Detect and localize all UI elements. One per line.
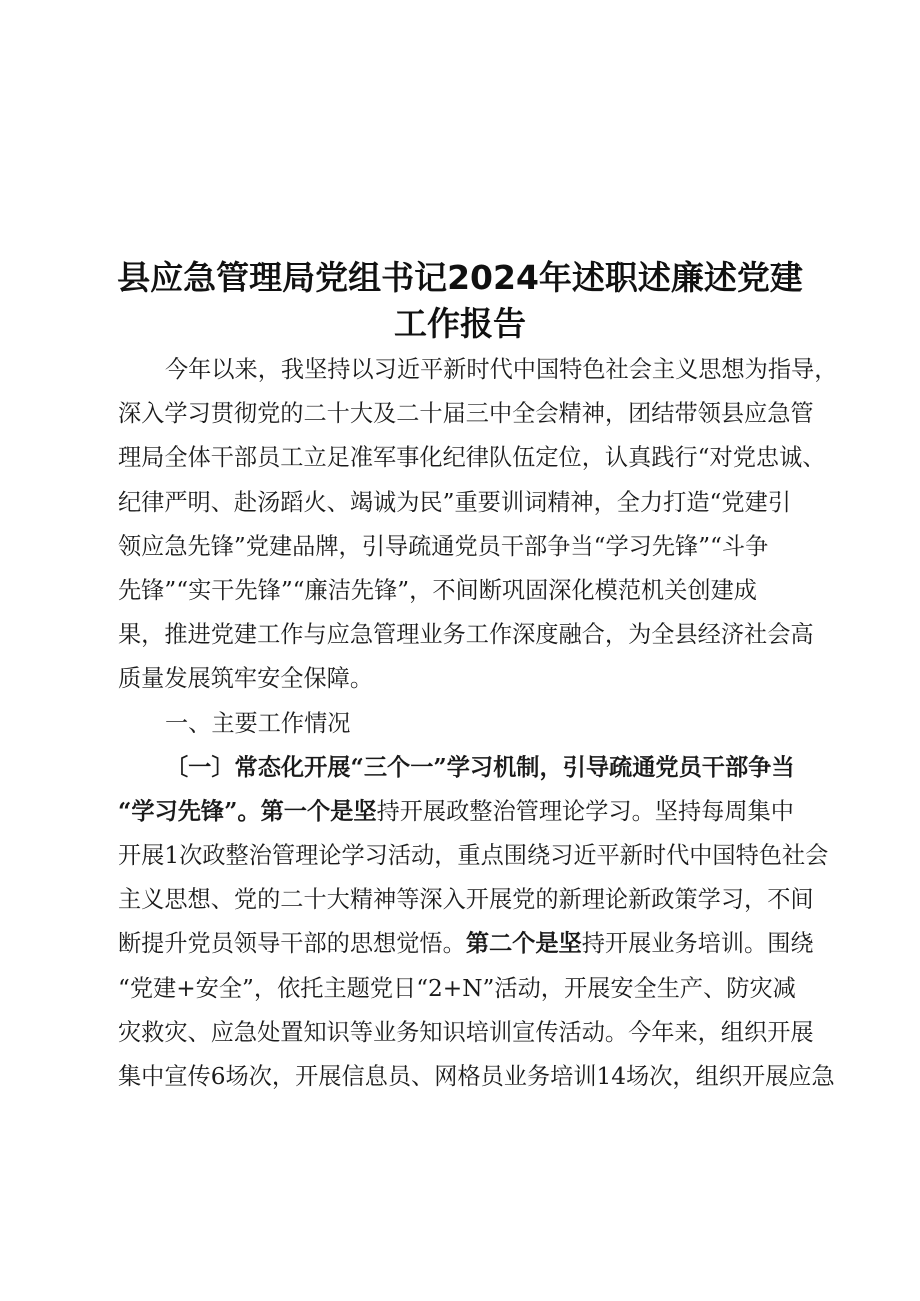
paragraph-line: 领应急先锋”党建品牌，引导疏通党员干部争当“学习先锋”“斗争 [118,532,769,560]
paragraph-line: 灾救灾、应急处置知识等业务知识培训宣传活动。今年来，组织开展 [118,1018,814,1046]
section-heading: 一、主要工作情况 [165,709,351,737]
subsection-heading-continued: “学习先锋”。第一个是坚 [118,797,377,825]
emphasis-text: 第二个是坚 [465,930,582,958]
paragraph-line: “党建+安全”，依托主题党日“2+N”活动，开展安全生产、防灾减 [118,974,796,1002]
paragraph-line [118,790,838,834]
paragraph-line: 主义思想、党的二十大精神等深入开展党的新理论新政策学习，不间 [118,886,814,914]
paragraph-text: 持开展业务培训。围绕 [581,930,814,958]
paragraph-line: 先锋”“实干先锋”“廉洁先锋”，不间断巩固深化模范机关创建成 [118,576,757,604]
paragraph-text: 断提升党员领导干部的思想觉悟。 [118,930,466,958]
paragraph-line: 开展1次政整治管理论学习活动，重点围绕习近平新时代中国特色社会 [118,842,829,870]
paragraph-line: 果，推进党建工作与应急管理业务工作深度融合，为全县经济社会高 [118,621,814,649]
paragraph-line: 集中宣传6场次，开展信息员、网格员业务培训14场次，组织开展应急 [118,1063,835,1090]
paragraph-line: 质量发展筑牢安全保障。 [118,665,374,693]
paragraph-line: 纪律严明、赴汤蹈火、竭诚为民”重要训词精神，全力打造“党建引 [118,488,791,516]
subsection-heading: 〔一〕常态化开展“三个一”学习机制，引导疏通党员干部争当 [165,753,795,781]
paragraph-line: 理局全体干部员工立足准军事化纪律队伍定位，认真践行“对党忠诚、 [118,444,826,472]
document-title-line-1: 县应急管理局党组书记2024年述职述廉述党建 [117,258,803,297]
paragraph-line [118,922,838,966]
paragraph-text: 持开展政整治管理论学习。坚持每周集中 [376,797,794,825]
paragraph-line: 今年以来，我坚持以习近平新时代中国特色社会主义思想为指导， [165,356,838,383]
paragraph-line: 深入学习贯彻党的二十大及二十届三中全会精神，团结带领县应急管 [118,400,814,428]
document-body [118,348,838,1099]
document-title-line-2: 工作报告 [394,304,526,343]
